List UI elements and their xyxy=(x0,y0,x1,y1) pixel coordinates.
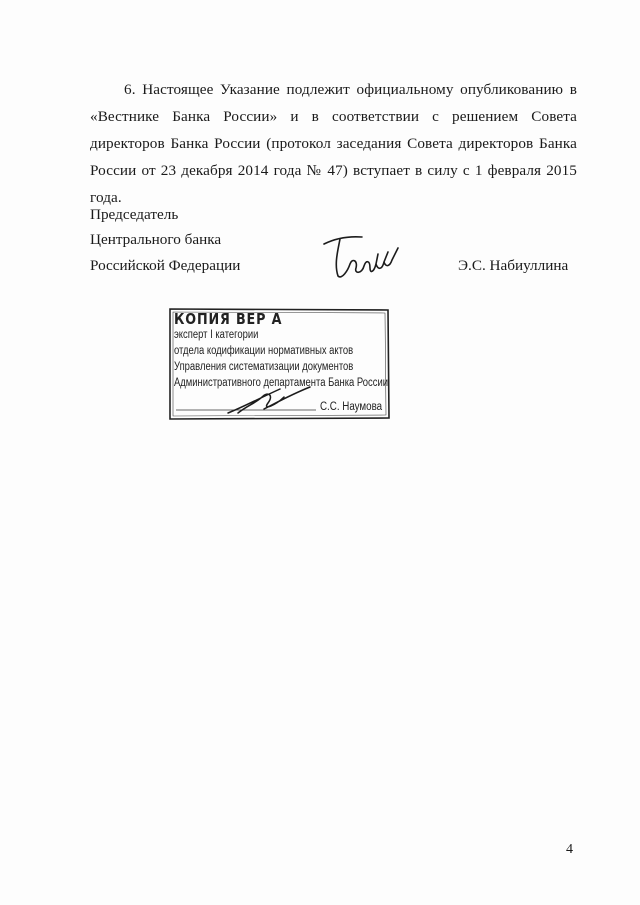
copy-certification-stamp xyxy=(168,307,390,420)
stamp-line-directorate: Административного департамента Банка России xyxy=(174,377,389,389)
stamp-line-division: отдела кодификации нормативных актов xyxy=(174,345,354,357)
stamp-title: КОПИЯ ВЕР А xyxy=(174,310,283,328)
handwritten-signature xyxy=(318,230,404,282)
signatory-title-line-2: Центрального банка xyxy=(90,231,222,248)
signatory-name: Э.С. Набиуллина xyxy=(458,257,569,274)
signatory-title-line-3: Российской Федерации xyxy=(90,257,241,274)
signatory-title-line-1: Председатель xyxy=(90,206,179,223)
page-number: 4 xyxy=(566,842,573,857)
paragraph-6: 6. Настоящее Указание подлежит официальному опубликованию в «Вестнике Банка России» и в соответствии с решением Совета директоров Банка России (протокол заседания Совета директоров Банка России от 23 декабря 2014 года № 47) вступает в силу с 1 февраля 2015 года. xyxy=(90,81,577,206)
stamp-line-position: эксперт I категории xyxy=(174,329,259,341)
stamp-line-department: Управления систематизации документов xyxy=(174,361,354,373)
stamp-signatory-name: С.С. Наумова xyxy=(320,401,383,413)
stamp-handwritten-signature xyxy=(218,383,318,419)
